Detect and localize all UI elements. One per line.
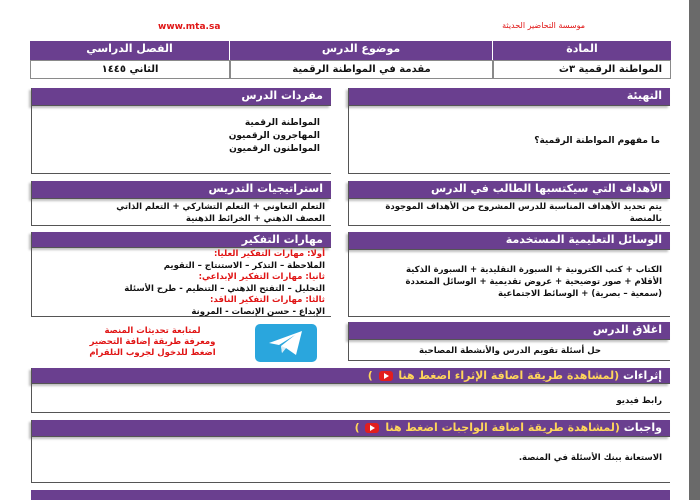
- resources-line: (سمعية – بصرية) + الوسائط الاجتماعية: [497, 289, 662, 299]
- intro-border: [348, 106, 349, 174]
- col-header-topic: موضوع الدرس: [230, 41, 492, 60]
- telegram-line: ومعرفة طريقة إضافة التحضير: [89, 337, 216, 347]
- thinking-level-body: التحليل – التفتح الذهني – التنظيم - طرح الأسئلة: [124, 283, 325, 294]
- closing-text: حل أسئلة تقويم الدرس والأنشطة المصاحبة: [419, 346, 601, 356]
- objectives-border: [348, 199, 349, 226]
- info-table: [30, 41, 671, 79]
- resources-border-bottom: [348, 316, 670, 317]
- homework-text: الاستعانة ببنك الأسئلة في المنصة.: [518, 453, 662, 463]
- homework-header: [31, 420, 670, 437]
- objectives-border-bottom: [348, 225, 670, 226]
- website-url[interactable]: www.mta.sa: [158, 22, 221, 32]
- objectives-text: [356, 201, 662, 225]
- enrichment-border-bottom: [31, 412, 670, 413]
- vocab-border-bottom: [31, 173, 331, 174]
- strategies-border: [31, 199, 32, 226]
- homework-border-bottom: [31, 482, 670, 483]
- youtube-icon: [365, 423, 379, 433]
- strategies-border-bottom: [31, 225, 331, 226]
- enrichment-border: [31, 384, 32, 413]
- telegram-line: لمتابعة تحديثات المنصة: [104, 326, 201, 336]
- telegram-line: اضغط للدخول لجروب التلقرام: [89, 348, 216, 358]
- resources-line: الكتاب + كتب الكترونية + السبورة التقليدية + السبورة الذكية: [406, 265, 662, 275]
- thinking-level-heading: ثالثا: مهارات التفكير الناقد:: [210, 295, 325, 305]
- closing-header: اغلاق الدرس: [348, 322, 670, 340]
- vocab-border: [31, 106, 32, 174]
- telegram-text[interactable]: [60, 326, 245, 359]
- telegram-icon: [255, 324, 317, 362]
- next-section-strip: [31, 490, 670, 500]
- enrichment-text[interactable]: رابط فيديو: [616, 396, 662, 406]
- objectives-header: الأهداف التي سيكتسبها الطالب في الدرس: [348, 181, 670, 199]
- value-topic: مقدمة في المواطنة الرقمية: [230, 60, 493, 79]
- value-semester: الثاني ١٤٤٥: [30, 60, 230, 79]
- homework-link[interactable]: (لمشاهدة طريقة اضافة الواجبات اضغط هنا ): [354, 421, 620, 434]
- youtube-icon: [379, 371, 393, 381]
- col-header-subject: المادة: [493, 41, 671, 60]
- thinking-level-body: الإبداع - حسن الإنصات - المرونة: [191, 306, 325, 317]
- value-subject: المواطنة الرقمية ٣ث: [493, 60, 671, 79]
- org-name: موسسة التحاضير الحديثة: [502, 21, 585, 30]
- resources-border: [348, 250, 349, 317]
- vocab-header: مفردات الدرس: [31, 88, 331, 106]
- enrichment-header: [31, 368, 670, 384]
- thinking-border: [31, 248, 32, 317]
- thinking-level-heading: ثانيا: مهارات التفكير الإبداعي:: [198, 272, 325, 282]
- telegram-link[interactable]: [255, 324, 317, 362]
- homework-border: [31, 437, 32, 483]
- strategies-line: العصف الذهني + الخرائط الذهنية: [185, 214, 325, 224]
- thinking-header: مهارات التفكير: [31, 232, 331, 248]
- strategies-line: التعلم التعاوني + التعلم التشاركي + التعلم الذاتي: [116, 202, 325, 212]
- vocab-item: المواطنة الرقمية: [244, 118, 320, 128]
- strategies-header: استراتيجيات التدريس: [31, 181, 331, 199]
- homework-label: واجبات: [623, 421, 662, 434]
- closing-border-bottom: [348, 360, 670, 361]
- thinking-level-heading: أولا: مهارات التفكير العليا:: [213, 249, 325, 259]
- thinking-border-bottom: [31, 316, 331, 317]
- enrichment-link[interactable]: (لمشاهدة طريقة اضافة الإثراء اضغط هنا ): [367, 369, 620, 382]
- resources-line: الأقلام + صور توضيحية + عروض تقديمية + الوسائل المتعددة: [405, 277, 662, 287]
- intro-header: التهيئة: [348, 88, 670, 106]
- enrichment-label: إثراءات: [623, 369, 662, 382]
- thinking-text: [40, 249, 325, 318]
- col-header-semester: الفصل الدراسي: [30, 41, 229, 60]
- vocab-item: المواطنون الرقميون: [229, 144, 320, 154]
- resources-header: الوسائل التعليمية المستخدمة: [348, 232, 670, 250]
- vocab-list: [150, 117, 320, 156]
- intro-border-bottom: [348, 173, 670, 174]
- vocab-item: المهاجرون الرقميون: [228, 131, 320, 141]
- strategies-text: [40, 201, 325, 225]
- objectives-line: يتم تحديد الأهداف المناسبة للدرس المشروح من الأهداف الموجودة: [385, 202, 662, 212]
- closing-border: [348, 340, 349, 361]
- page-edge: [689, 0, 700, 500]
- objectives-line: بالمنصة: [629, 214, 662, 224]
- resources-text: [356, 264, 662, 300]
- intro-text: ما مفهوم المواطنة الرقمية؟: [534, 136, 660, 146]
- thinking-level-body: الملاحظة – التذكر – الاستنتاج – التقويم: [163, 260, 325, 271]
